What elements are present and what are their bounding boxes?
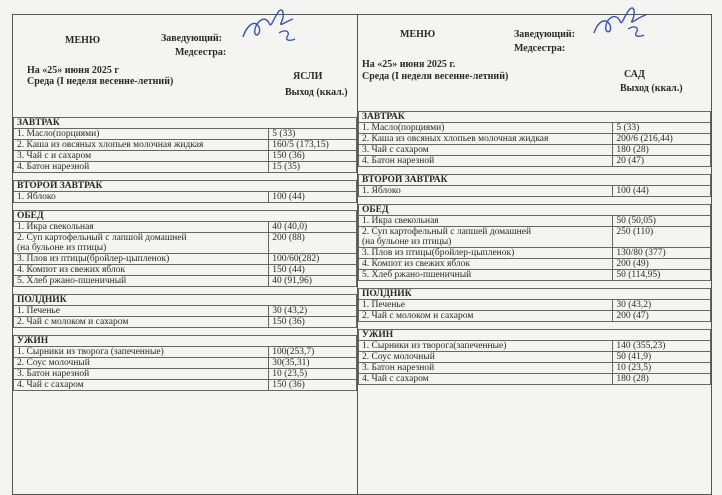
dish-output: 150 (36): [269, 380, 357, 391]
section-title-value-cell: [613, 289, 711, 300]
dish-name-cell: [359, 270, 613, 281]
section-title-value-cell: [613, 330, 711, 341]
dish-name-cell: [14, 233, 269, 254]
section-title-value-cell: [269, 211, 357, 222]
dish-name: 5. Хлеб ржано-пшеничный: [362, 270, 472, 280]
dish-row: [14, 317, 357, 328]
section-title-value-cell: [613, 175, 711, 186]
dish-row: [359, 186, 711, 197]
dish-row: [359, 259, 711, 270]
dish-output: 10 (23,5): [613, 363, 711, 374]
menu-title: МЕНЮ: [65, 35, 101, 46]
dish-name-cell: [14, 129, 269, 140]
section-title-value-cell: [269, 336, 357, 347]
section-header-row: [359, 330, 711, 341]
dish-name-cell: [14, 265, 269, 276]
menu-day: Среда (I неделя весенне-летний): [27, 76, 174, 87]
dish-row: [359, 341, 711, 352]
dish-name-cell: [359, 341, 613, 352]
dish-output: 200/6 (216,44): [613, 134, 711, 145]
section-title-value-cell: [613, 112, 711, 123]
menu-date: На «25» июня 2025 г: [27, 65, 119, 76]
dish-row: [14, 276, 357, 287]
dish-output: 40 (40,0): [269, 222, 357, 233]
dish-name-cell: [14, 140, 269, 151]
dish-name-cell: [14, 306, 269, 317]
dish-row: [14, 306, 357, 317]
dish-name-cell: [14, 317, 269, 328]
dish-output: 180 (28): [613, 374, 711, 385]
dish-output: 40 (91,96): [269, 276, 357, 287]
dish-name-cell: [14, 192, 269, 203]
dish-output: 160/5 (173,15): [269, 140, 357, 151]
section-title-value-cell: [613, 205, 711, 216]
dish-output: 100(253,7): [269, 347, 357, 358]
dish-name-cell: [14, 254, 269, 265]
dish-name: 2. Чай с молоком и сахаром: [17, 317, 129, 327]
dish-name-cell: [14, 369, 269, 380]
menu-table: [358, 111, 711, 385]
dish-name: 2. Соус молочный: [362, 352, 435, 362]
dish-name: 3. Плов из птицы(бройлер-цыпленок): [17, 254, 170, 264]
section-header-row: [359, 175, 711, 186]
dish-name-cell: [359, 248, 613, 259]
output-label: Выход (ккал.): [620, 83, 683, 94]
section-title-value-cell: [269, 118, 357, 129]
dish-row: [14, 233, 357, 254]
dish-name: 1. Икра свекольная: [362, 216, 439, 226]
dish-name: 5. Хлеб ржано-пшеничный: [17, 276, 127, 286]
dish-output: 150 (36): [269, 317, 357, 328]
dish-name-cell: [359, 216, 613, 227]
dish-name-cell: [359, 134, 613, 145]
dish-name-continued: (на бульоне из птицы): [17, 243, 107, 253]
dish-name-cell: [359, 352, 613, 363]
signature-image: [588, 3, 658, 51]
dish-name-cell: [14, 358, 269, 369]
dish-row: [14, 347, 357, 358]
dish-name: 4. Батон нарезной: [362, 156, 435, 166]
section-header-row: [359, 112, 711, 123]
section-title-value-cell: [269, 295, 357, 306]
dish-name: 2. Каша из овсяных хлопьев молочная жидкая: [17, 140, 204, 150]
nurse-label: Медсестра:: [514, 43, 566, 54]
menu-day: Среда (I неделя весенне-летний): [362, 71, 509, 82]
section-title: ЗАВТРАК: [14, 118, 269, 129]
output-label: Выход (ккал.): [285, 87, 348, 98]
dish-row: [359, 311, 711, 322]
dish-name: 1. Яблоко: [17, 192, 56, 202]
dish-row: [359, 300, 711, 311]
dish-row: [14, 192, 357, 203]
dish-name: 1. Печенье: [17, 306, 60, 316]
dish-row: [359, 374, 711, 385]
dish-name: 1. Масло(порциями): [17, 129, 100, 139]
dish-name-cell: [359, 186, 613, 197]
dish-output: 50 (114,95): [613, 270, 711, 281]
section-title: ВТОРОЙ ЗАВТРАК: [359, 175, 613, 186]
dish-name: 3. Чай с сахаром: [362, 145, 429, 155]
section-title-value-cell: [269, 181, 357, 192]
dish-output: 200 (49): [613, 259, 711, 270]
dish-output: 100/60(282): [269, 254, 357, 265]
dish-output: 5 (33): [613, 123, 711, 134]
group-label: ЯСЛИ: [293, 71, 323, 82]
section-header-row: [359, 205, 711, 216]
dish-row: [359, 363, 711, 374]
dish-name-cell: [14, 380, 269, 391]
dish-output: 20 (47): [613, 156, 711, 167]
section-spacer: [14, 287, 357, 295]
dish-output: 50 (41,9): [613, 352, 711, 363]
dish-row: [359, 134, 711, 145]
dish-name: 1. Печенье: [362, 300, 405, 310]
dish-output: 250 (110): [613, 227, 711, 248]
section-title: ЗАВТРАК: [359, 112, 613, 123]
dish-output: 15 (35): [269, 162, 357, 173]
dish-output: 130/80 (377): [613, 248, 711, 259]
dish-name-cell: [14, 151, 269, 162]
dish-name-cell: [359, 374, 613, 385]
menu-title: МЕНЮ: [400, 29, 436, 40]
dish-output: 50 (50,05): [613, 216, 711, 227]
dish-output: 150 (36): [269, 151, 357, 162]
dish-output: 10 (23,5): [269, 369, 357, 380]
dish-row: [14, 222, 357, 233]
section-spacer: [359, 167, 711, 175]
dish-name: 1. Масло(порциями): [362, 123, 445, 133]
section-title: УЖИН: [14, 336, 269, 347]
dish-output: 200 (47): [613, 311, 711, 322]
section-title: ПОЛДНИК: [14, 295, 269, 306]
dish-row: [14, 151, 357, 162]
section-title: ПОЛДНИК: [359, 289, 613, 300]
dish-name-continued: (на бульоне из птицы): [362, 237, 452, 247]
dish-name: 3. Плов из птицы(бройлер-цыпленок): [362, 248, 515, 258]
group-label: САД: [624, 69, 645, 80]
section-title: ВТОРОЙ ЗАВТРАК: [14, 181, 269, 192]
section-header-row: [14, 181, 357, 192]
dish-output: 30(35,31): [269, 358, 357, 369]
menu-page-nursery: [12, 14, 358, 495]
menu-page-kindergarten: [357, 14, 712, 495]
dish-name: 4. Батон нарезной: [17, 162, 90, 172]
section-spacer: [359, 281, 711, 289]
dish-output: 100 (44): [613, 186, 711, 197]
dish-name-cell: [359, 311, 613, 322]
section-spacer: [359, 197, 711, 205]
nurse-label: Медсестра:: [175, 47, 227, 58]
dish-output: 200 (88): [269, 233, 357, 254]
section-title: УЖИН: [359, 330, 613, 341]
dish-name: 4. Чай с сахаром: [17, 380, 84, 390]
dish-row: [359, 352, 711, 363]
section-spacer: [14, 328, 357, 336]
dish-name-cell: [359, 156, 613, 167]
dish-name-cell: [359, 259, 613, 270]
dish-row: [14, 265, 357, 276]
section-spacer: [14, 173, 357, 181]
section-header-row: [14, 211, 357, 222]
menu-date: На «25» июня 2025 г.: [362, 59, 456, 70]
dish-name: 2. Суп картофельный с лапшой домашней: [17, 233, 187, 243]
dish-output: 150 (44): [269, 265, 357, 276]
section-header-row: [14, 295, 357, 306]
section-title: ОБЕД: [14, 211, 269, 222]
dish-name-cell: [359, 300, 613, 311]
dish-name: 2. Каша из овсяных хлопьев молочная жидкая: [362, 134, 549, 144]
dish-name: 4. Компот из свежих яблок: [17, 265, 126, 275]
dish-row: [14, 358, 357, 369]
dish-row: [14, 369, 357, 380]
dish-name: 2. Соус молочный: [17, 358, 90, 368]
dish-name-cell: [359, 145, 613, 156]
head-label: Заведующий:: [514, 29, 575, 40]
section-spacer: [359, 322, 711, 330]
dish-output: 30 (43,2): [613, 300, 711, 311]
dish-name-cell: [359, 363, 613, 374]
dish-output: 30 (43,2): [269, 306, 357, 317]
dish-name: 3. Чай с и сахаром: [17, 151, 92, 161]
dish-name-cell: [14, 162, 269, 173]
dish-name-cell: [14, 347, 269, 358]
dish-name: 2. Суп картофельный с лапшей домашней: [362, 227, 532, 237]
dish-row: [359, 123, 711, 134]
dish-row: [359, 227, 711, 248]
dish-row: [14, 129, 357, 140]
dish-name: 1. Яблоко: [362, 186, 401, 196]
section-header-row: [14, 118, 357, 129]
dish-name: 1. Икра свекольная: [17, 222, 94, 232]
dish-name: 4. Чай с сахаром: [362, 374, 429, 384]
dish-row: [359, 145, 711, 156]
dish-row: [359, 216, 711, 227]
dish-name: 1. Сырники из творога(запеченные): [362, 341, 507, 351]
dish-output: 100 (44): [269, 192, 357, 203]
section-title: ОБЕД: [359, 205, 613, 216]
dish-output: 5 (33): [269, 129, 357, 140]
section-header-row: [14, 336, 357, 347]
dish-name: 3. Батон нарезной: [17, 369, 90, 379]
dish-row: [359, 156, 711, 167]
dish-name: 1. Сырники из творога (запеченные): [17, 347, 164, 357]
signature-image: [235, 5, 305, 53]
dish-row: [14, 254, 357, 265]
dish-name: 2. Чай с молоком и сахаром: [362, 311, 474, 321]
dish-row: [359, 248, 711, 259]
section-header-row: [359, 289, 711, 300]
dish-row: [14, 140, 357, 151]
head-label: Заведующий:: [161, 33, 222, 44]
dish-name: 3. Батон нарезной: [362, 363, 435, 373]
dish-name-cell: [14, 276, 269, 287]
menu-table: [13, 117, 357, 391]
dish-output: 140 (355,23): [613, 341, 711, 352]
dish-name-cell: [14, 222, 269, 233]
dish-row: [359, 270, 711, 281]
dish-output: 180 (28): [613, 145, 711, 156]
dish-name-cell: [359, 123, 613, 134]
section-spacer: [14, 203, 357, 211]
dish-name-cell: [359, 227, 613, 248]
dish-row: [14, 380, 357, 391]
dish-name: 4. Компот из свежих яблок: [362, 259, 471, 269]
dish-row: [14, 162, 357, 173]
